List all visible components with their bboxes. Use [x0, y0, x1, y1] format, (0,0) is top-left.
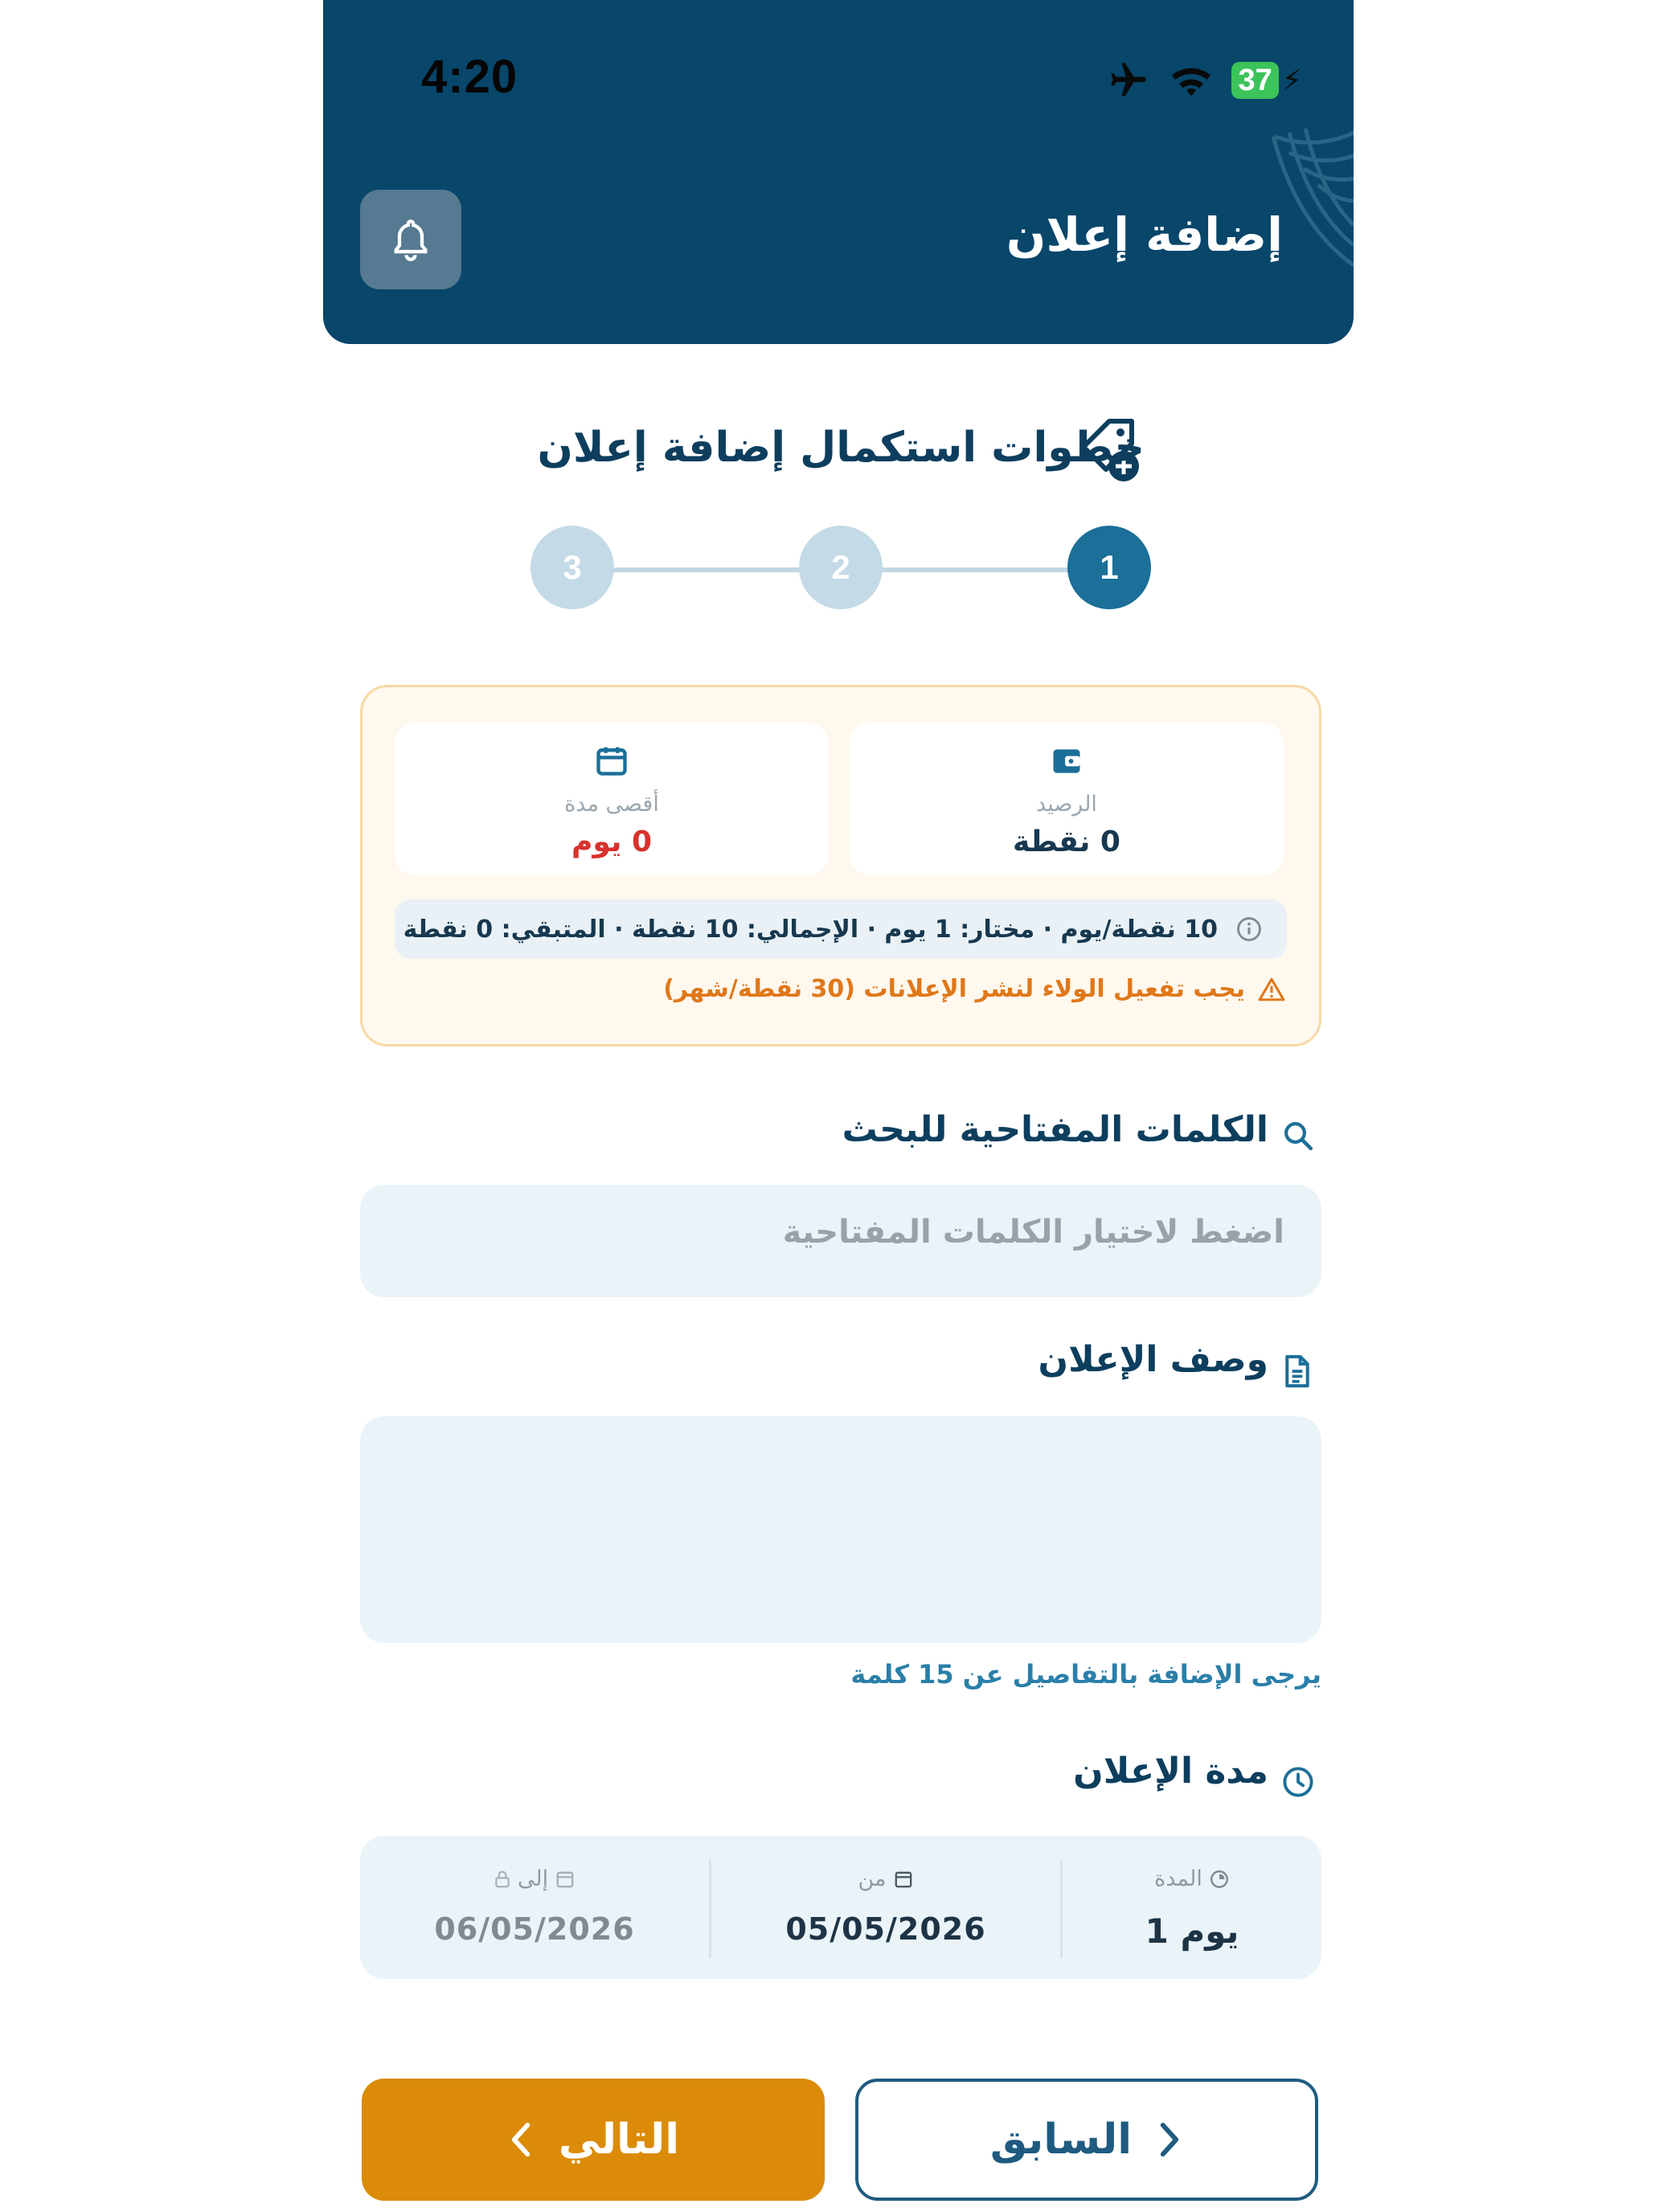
keywords-label: الكلمات المفتاحية للبحث: [842, 1109, 1268, 1150]
status-icons: [1106, 58, 1302, 103]
end-date-value: 06/05/2026: [434, 1911, 635, 1947]
info-icon: [1235, 916, 1263, 943]
wifi-icon: [1169, 62, 1214, 99]
end-date-field: [360, 1836, 709, 1979]
next-label: التالي: [558, 2116, 680, 2164]
search-icon: [1281, 1119, 1315, 1153]
duration-selector: [360, 1836, 1321, 1979]
warning-text: يجب تفعيل الولاء لنشر الإعلانات (30 نقطة/شهر): [663, 975, 1245, 1003]
period-field[interactable]: [1063, 1836, 1321, 1979]
duration-label: مدة الإعلان: [1073, 1751, 1268, 1792]
period-label-row: [1063, 1866, 1321, 1891]
keywords-input[interactable]: [360, 1185, 1321, 1297]
battery-icon: [1231, 62, 1302, 99]
steps-title: خطوات استكمال إضافة إعلان: [537, 424, 1145, 472]
end-date-label: إلى: [517, 1866, 549, 1891]
airplane-icon: [1106, 59, 1151, 101]
warning-icon: [1258, 977, 1285, 1002]
end-date-label-row: [360, 1866, 709, 1891]
document-icon: [1281, 1354, 1313, 1389]
lock-icon: [494, 1870, 511, 1889]
description-hint: يرجى الإضافة بالتفاصيل عن 15 كلمة: [850, 1659, 1321, 1690]
points-info-card: [360, 685, 1321, 1047]
calendar-icon: [893, 1869, 914, 1890]
step-1: 1: [1067, 526, 1151, 609]
period-value: 1 يوم: [1145, 1911, 1239, 1951]
loyalty-warning: [663, 975, 1285, 1003]
start-date-label: من: [858, 1866, 887, 1891]
chevron-left-icon: [507, 2121, 535, 2158]
balance-box: [850, 723, 1284, 875]
calendar-icon: [555, 1869, 576, 1890]
balance-label: الرصيد: [1036, 792, 1097, 817]
step-connector: [881, 567, 1071, 572]
max-duration-box: [395, 723, 829, 875]
wallet-icon: [1049, 743, 1084, 779]
description-label: وصف الإعلان: [1038, 1339, 1268, 1380]
previous-label: السابق: [989, 2116, 1133, 2164]
step-connector: [611, 567, 801, 572]
start-date-field[interactable]: [711, 1836, 1060, 1979]
clock-icon: [1281, 1765, 1315, 1799]
start-date-label-row: [711, 1866, 1060, 1891]
calendar-icon: [594, 743, 629, 779]
step-2: 2: [799, 526, 883, 609]
app-header: [323, 0, 1354, 344]
charging-bolt-icon: ⚡: [1281, 63, 1302, 97]
step-3: 3: [530, 526, 614, 609]
keywords-placeholder: اضغط لاختيار الكلمات المفتاحية: [782, 1214, 1284, 1251]
bell-icon: [390, 217, 432, 262]
start-date-value: 05/05/2026: [785, 1911, 986, 1947]
notifications-button[interactable]: [360, 190, 461, 289]
battery-level: 37: [1231, 62, 1278, 99]
period-label: المدة: [1154, 1866, 1202, 1891]
points-summary: [395, 899, 1287, 959]
description-textarea[interactable]: [360, 1416, 1321, 1643]
max-duration-value: 0 يوم: [571, 825, 653, 858]
summary-text: 10 نقطة/يوم · مختار: 1 يوم · الإجمالي: 10 نقطة · المتبقي: 0 نقطة: [403, 915, 1218, 944]
timer-icon: [1209, 1869, 1230, 1890]
status-time: 4:20: [421, 51, 518, 103]
balance-value: 0 نقطة: [1013, 825, 1120, 858]
previous-button[interactable]: [855, 2079, 1318, 2201]
page-title: إضافة إعلان: [1006, 207, 1283, 262]
next-button[interactable]: [362, 2079, 825, 2201]
max-duration-label: أقصى مدة: [564, 792, 659, 817]
chevron-right-icon: [1156, 2121, 1183, 2158]
stepper: [530, 526, 1151, 612]
